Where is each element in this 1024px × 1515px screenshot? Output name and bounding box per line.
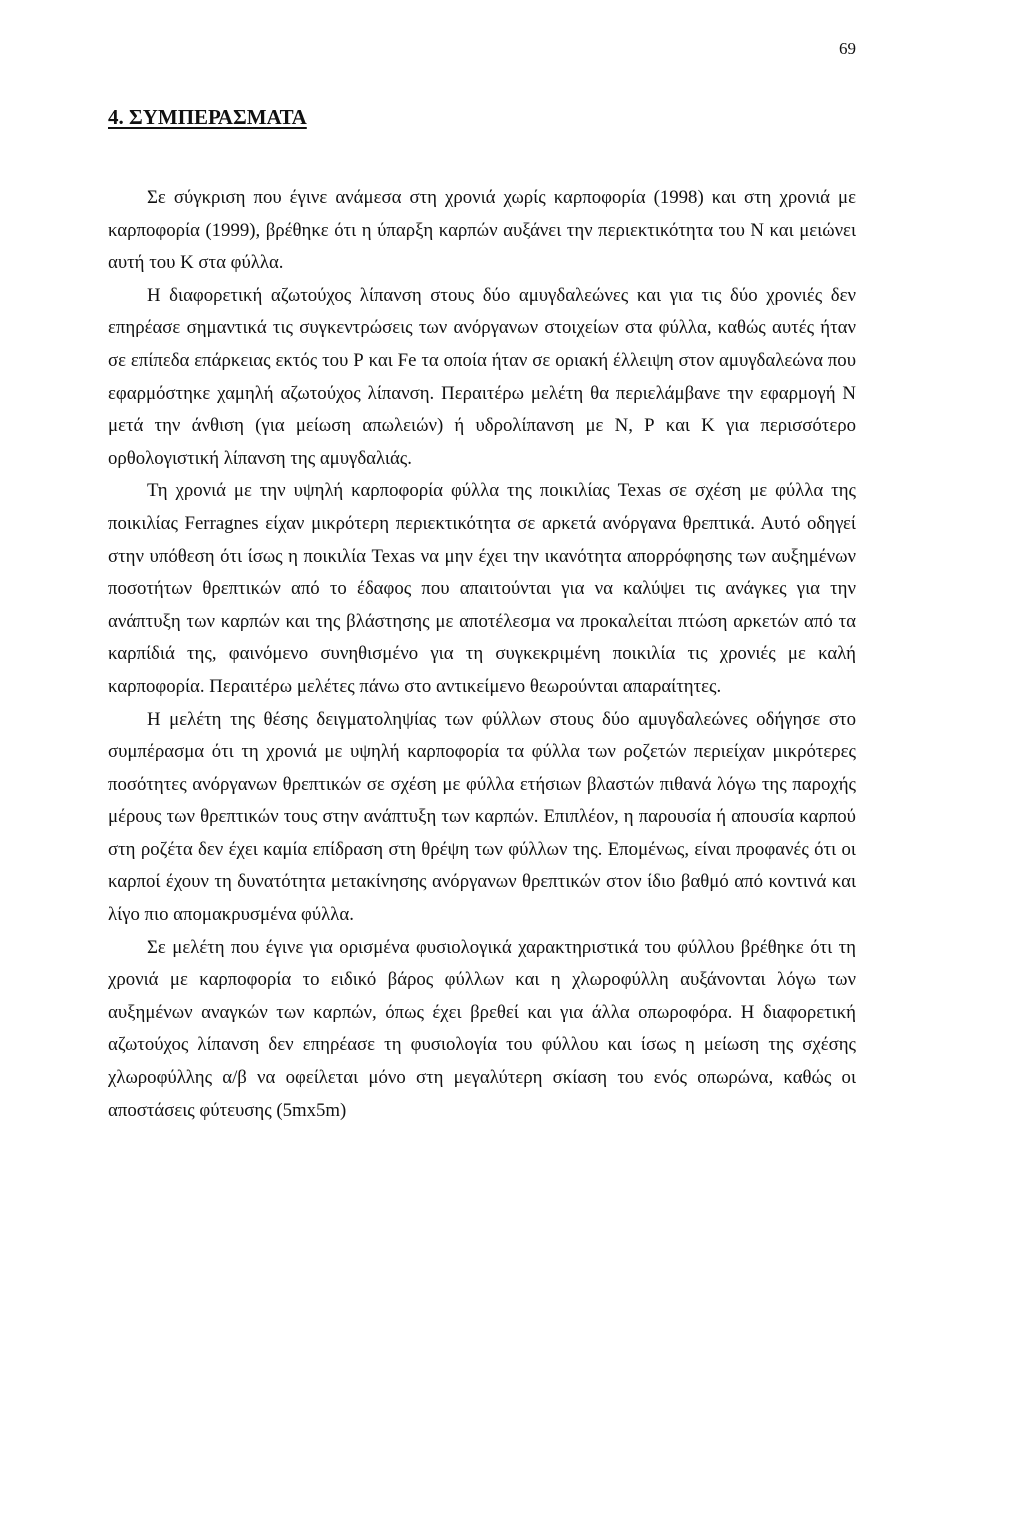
section-heading: 4. ΣΥΜΠΕΡΑΣΜΑΤΑ: [108, 105, 307, 129]
paragraph-1: Σε σύγκριση που έγινε ανάμεσα στη χρονιά χωρίς καρποφορία (1998) και στη χρονιά με καρποφορία (1999), βρέθηκε ότι η ύπαρξη καρπών αυξάνει την περιεκτικότητα του Ν και μειώνει αυτή του Κ στα φύλλα.: [108, 187, 856, 274]
paragraph-4: Η μελέτη της θέσης δειγματοληψίας των φύλλων στους δύο αμυγδαλεώνες οδήγησε στο συμπέρασμα ότι τη χρονιά με υψηλή καρποφορία τα φύλλα των ροζετών περιείχαν μικρότερες ποσότητες ανόργανων θρεπτικών σε σχέση με φύλλα ετήσιων βλαστών πιθανά λόγω της παροχής μέρους των θρεπτικών τους στην ανάπτυξη των καρπών. Επιπλέον, η παρουσία ή απουσία καρπού στη ροζέτα δεν έχει καμία επίδραση στη θρέψη των φύλλων της. Επομένως, είναι προφανές ότι οι καρποί έχουν τη δυνατότητα μετακίνησης ανόργανων θρεπτικών στον ίδιο βαθμό από κοντινά και λίγο πιο απομακρυσμένα φύλλα.: [108, 708, 856, 926]
paragraph-2: Η διαφορετική αζωτούχος λίπανση στους δύο αμυγδαλεώνες και για τις δύο χρονιές δεν επηρέασε σημαντικά τις συγκεντρώσεις των ανόργανων στοιχείων στα φύλλα, καθώς αυτές ήταν σε επίπεδα επάρκειας εκτός του Ρ και Fe τα οποία ήταν σε οριακή έλλειψη στον αμυγδαλεώνα που εφαρμόστηκε χαμηλή αζωτούχος λίπανση. Περαιτέρω μελέτη θα περιελάμβανε την εφαρμογή Ν μετά την άνθιση (για μείωση απωλειών) ή υδρολίπανση με Ν, Ρ και Κ για περισσότερο ορθολογιστική λίπανση της αμυγδαλιάς.: [108, 284, 856, 469]
paragraph-3: Τη χρονιά με την υψηλή καρποφορία φύλλα της ποικιλίας Texas σε σχέση με φύλλα της ποικιλίας Ferragnes είχαν μικρότερη περιεκτικότητα σε αρκετά ανόργανα θρεπτικά. Αυτό οδηγεί στην υπόθεση ότι ίσως η ποικιλία Texas να μην έχει την ικανότητα απορρόφησης των αυξημένων ποσοτήτων θρεπτικών από το έδαφος που απαιτούνται για να καλύψει τις ανάγκες για την ανάπτυξη των καρπών και της βλάστησης με αποτέλεσμα να προκαλείται πτώση αρκετών από τα καρπίδιά της, φαινόμενο συνηθισμένο για τη συγκεκριμένη ποικιλία τις χρονιές με καλή καρποφορία. Περαιτέρω μελέτες πάνω στο αντικείμενο θεωρούνται απαραίτητες.: [108, 480, 856, 697]
page-number: 69: [839, 39, 856, 58]
paragraph-5: Σε μελέτη που έγινε για ορισμένα φυσιολογικά χαρακτηριστικά του φύλλου βρέθηκε ότι τη χρονιά με καρποφορία το ειδικό βάρος φύλλων και η χλωροφύλλη αυξάνονται λόγω των αυξημένων αναγκών των καρπών, όπως έχει βρεθεί και για άλλα οπωροφόρα. Η διαφορετική αζωτούχος λίπανση δεν επηρέασε τη φυσιολογία του φύλλου και ίσως η μείωση της σχέσης χλωροφύλλης α/β να οφείλεται μόνο στη μεγαλύτερη σκίαση του ενός οπωρώνα, καθώς οι αποστάσεις φύτευσης (5mx5m): [108, 936, 856, 1121]
body-text: [108, 182, 856, 1127]
